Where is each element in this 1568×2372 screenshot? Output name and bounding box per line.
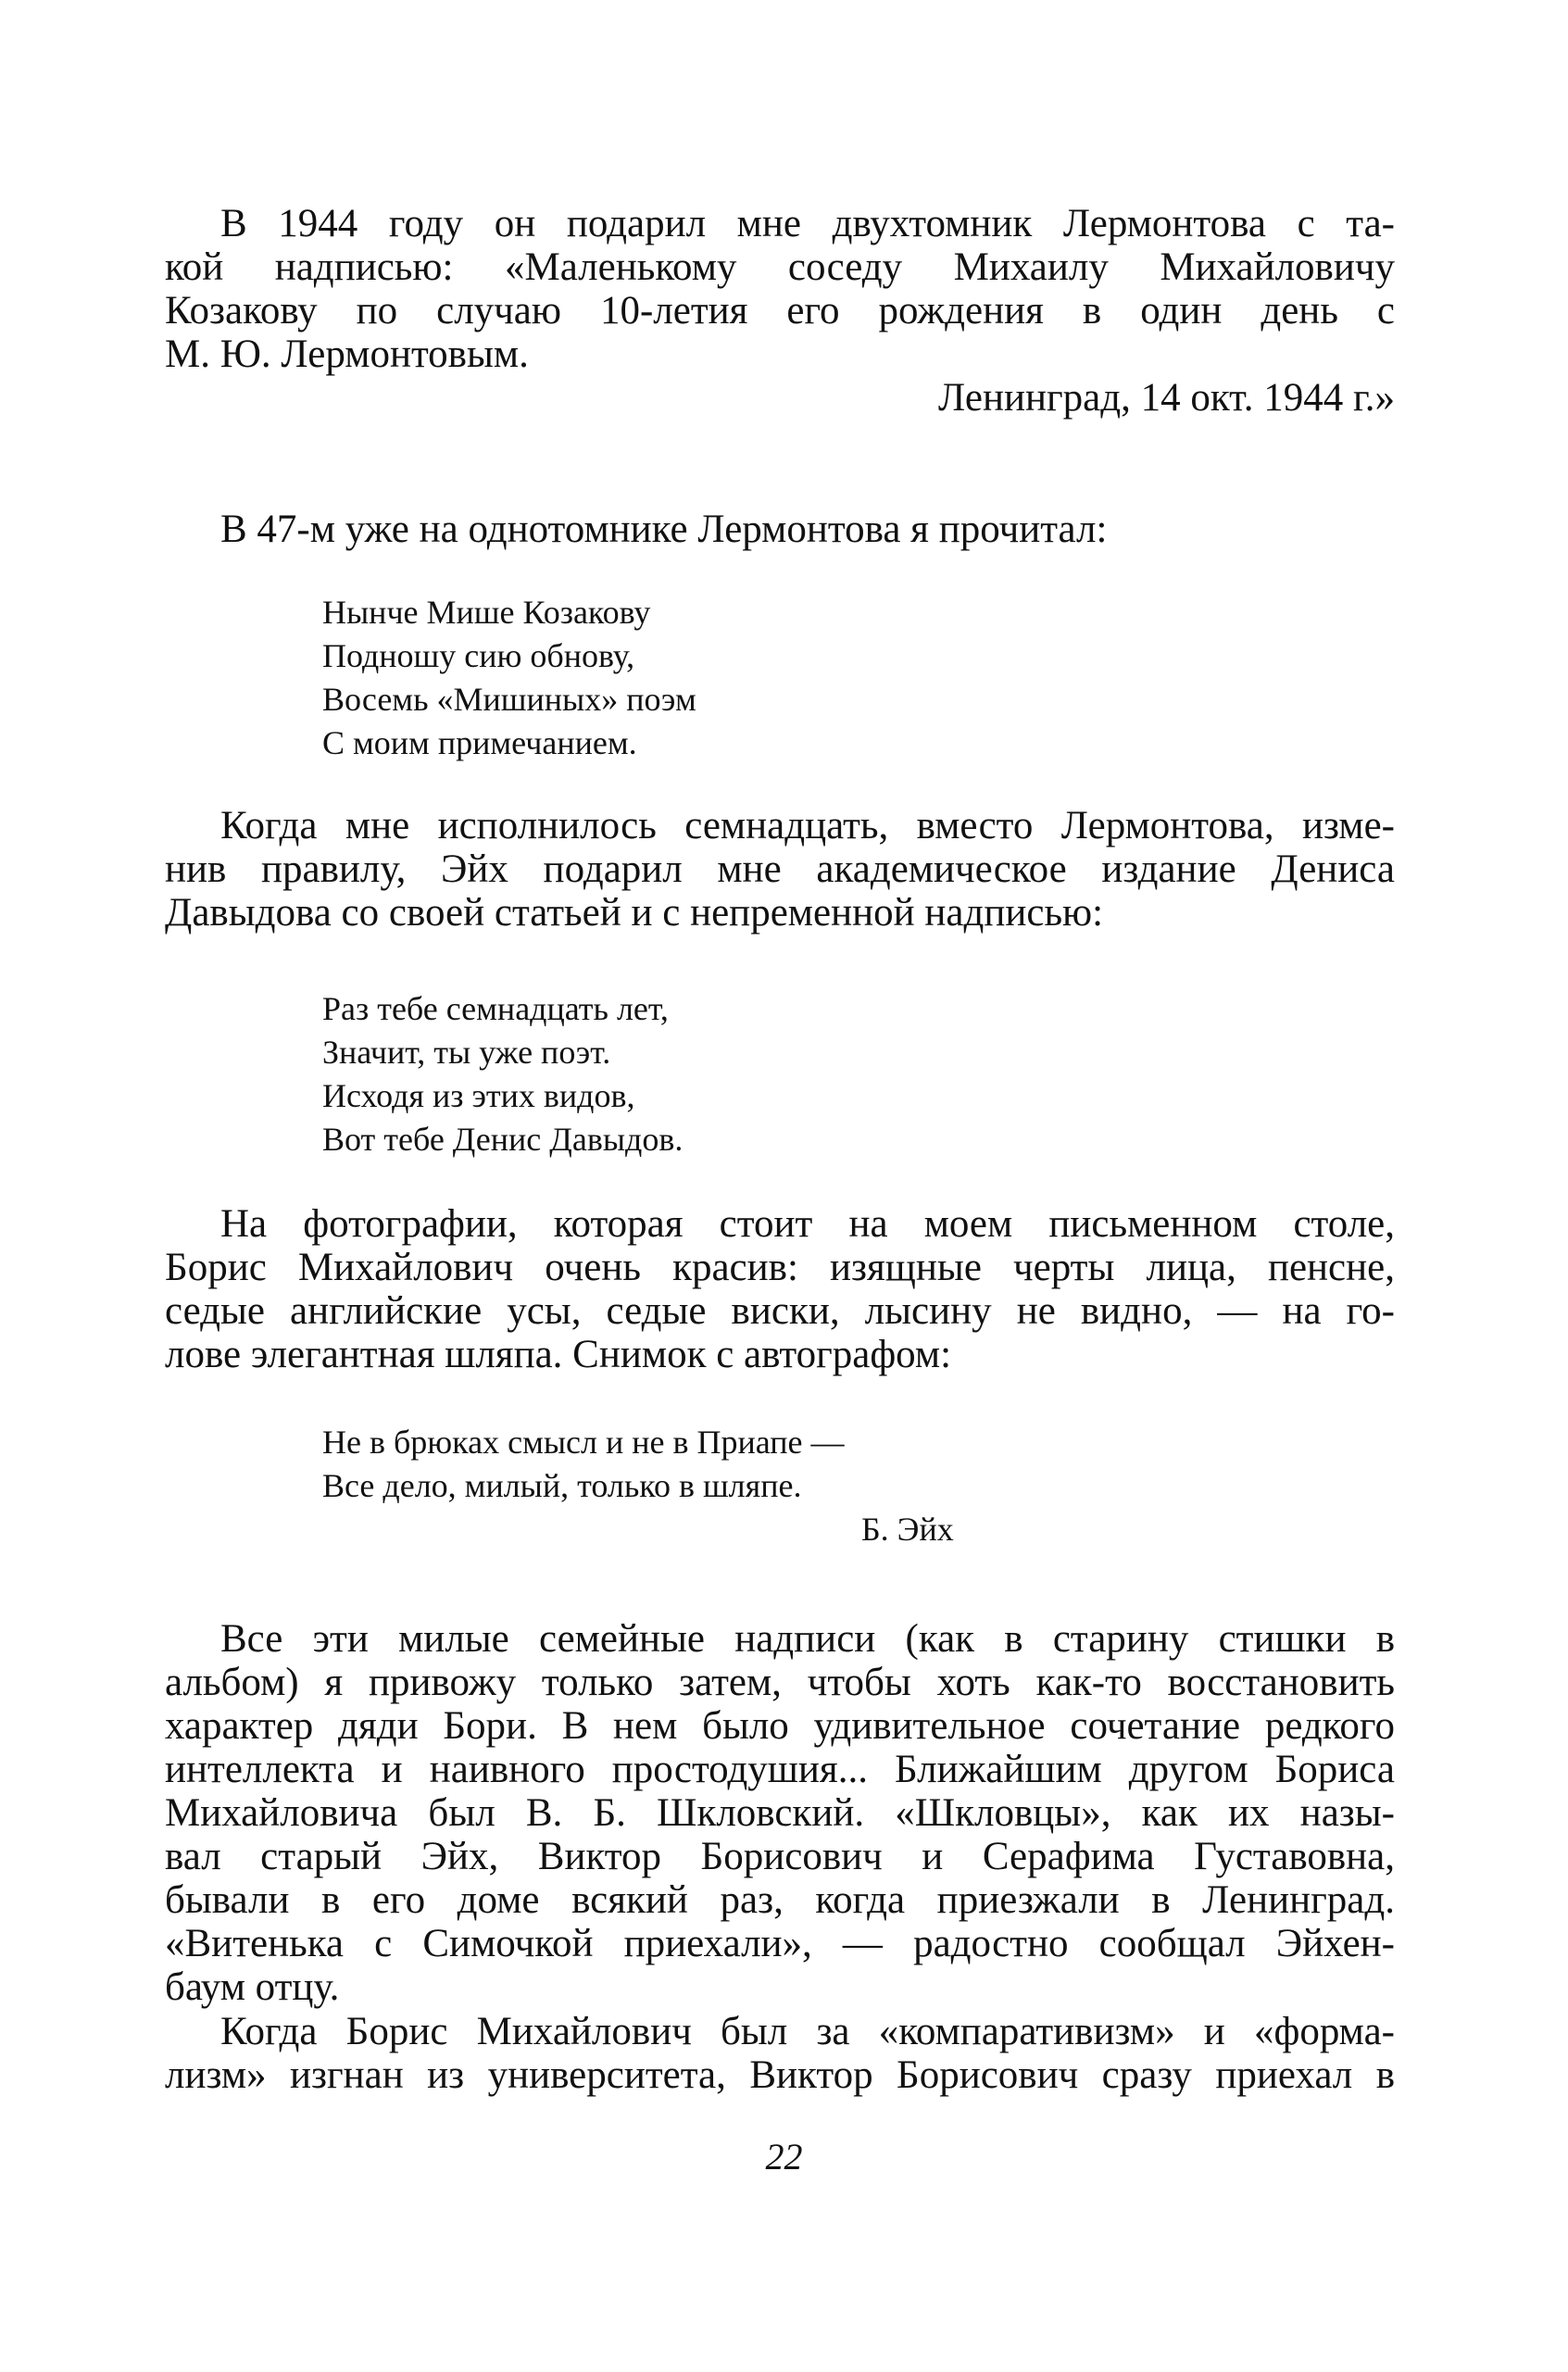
text-line: бывали в его доме всякий раз, когда приезжали в Ленинград. — [165, 1878, 1395, 1922]
paragraph-3 — [165, 804, 1395, 935]
poem-line: Раз тебе семнадцать лет, — [322, 990, 669, 1027]
text-line: Когда Борис Михайлович был за «компаративизм» и «форма- — [220, 2010, 1395, 2053]
poem-3 — [322, 1421, 845, 1508]
text-line: В 47-м уже на однотомнике Лермонтова я прочитал: — [220, 508, 1108, 551]
text-line: Все эти милые семейные надписи (как в старину стишки в — [220, 1617, 1395, 1661]
text-line: альбом) я привожу только затем, чтобы хоть как-то восстановить — [165, 1661, 1395, 1704]
text-line: вал старый Эйх, Виктор Борисович и Серафима Густавовна, — [165, 1835, 1395, 1878]
text-line: Михайловича был В. Б. Шкловский. «Шкловцы», как их назы- — [165, 1791, 1395, 1835]
poem-line: Значит, ты уже поэт. — [322, 1034, 611, 1071]
text-line: интеллекта и наивного простодушия... Ближайшим другом Бориса — [165, 1748, 1395, 1791]
page-number: 22 — [765, 2136, 803, 2177]
paragraph-5 — [165, 1617, 1395, 2009]
text-line: «Витенька с Симочкой приехали», — радостно сообщал Эйхен- — [165, 1922, 1395, 1965]
paragraph-2 — [165, 508, 1395, 551]
text-line: нив правилу, Эйх подарил мне академическое издание Дениса — [165, 847, 1395, 891]
poem-2 — [322, 987, 683, 1161]
poem-line: Вот тебе Денис Давыдов. — [322, 1121, 684, 1158]
poem-line: Все дело, милый, только в шляпе. — [322, 1467, 802, 1504]
paragraph-1 — [165, 202, 1395, 420]
text-line: Борис Михайлович очень красив: изящные черты лица, пенсне, — [165, 1246, 1395, 1289]
paragraph-6 — [165, 2010, 1395, 2097]
text-line: седые английские усы, седые виски, лысину не видно, — на го- — [165, 1289, 1395, 1333]
poem-1 — [322, 591, 696, 765]
poem-line: Восемь «Мишиных» поэм — [322, 681, 696, 718]
text-line: характер дяди Бори. В нем было удивительное сочетание редкого — [165, 1704, 1395, 1748]
text-line: Давыдова со своей статьей и с непременной надписью: — [165, 891, 1104, 935]
poem-line: С моим примечанием. — [322, 724, 637, 761]
poem-line: Подношу сию обнову, — [322, 637, 635, 674]
text-line: кой надписью: «Маленькому соседу Михаилу Михайловичу — [165, 245, 1395, 289]
text-line: На фотографии, которая стоит на моем письменном столе, — [220, 1202, 1395, 1246]
dateline: Ленинград, 14 окт. 1944 г.» — [937, 376, 1395, 420]
poem-line: Не в брюках смысл и не в Приапе — — [322, 1424, 845, 1461]
text-line: Козакову по случаю 10-летия его рождения в один день с — [165, 289, 1395, 333]
paragraph-4 — [165, 1202, 1395, 1376]
poem-signature: Б. Эйх — [861, 1511, 954, 1548]
poem-line: Исходя из этих видов, — [322, 1077, 635, 1114]
text-line: М. Ю. Лермонтовым. — [165, 333, 529, 376]
text-line: лизм» изгнан из университета, Виктор Борисович сразу приехал в — [165, 2053, 1395, 2097]
poem-line: Нынче Мише Козакову — [322, 594, 651, 631]
text-line: В 1944 году он подарил мне двухтомник Лермонтова с та- — [220, 202, 1395, 245]
text-line: лове элегантная шляпа. Снимок с автографом: — [165, 1333, 952, 1376]
text-line: баум отцу. — [165, 1965, 340, 2009]
text-line: Когда мне исполнилось семнадцать, вместо Лермонтова, изме- — [220, 804, 1395, 847]
